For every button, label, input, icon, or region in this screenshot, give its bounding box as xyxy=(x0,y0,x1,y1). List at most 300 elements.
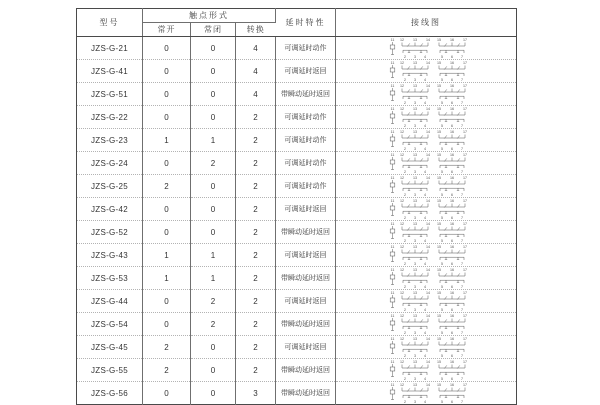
contact-group-a-bottom xyxy=(403,257,427,266)
svg-text:6: 6 xyxy=(451,101,454,105)
contact-group-b-bottom xyxy=(440,349,464,358)
wiring-diagram-cell xyxy=(336,175,517,198)
contact-group-a xyxy=(400,291,430,300)
svg-text:7: 7 xyxy=(461,331,464,335)
column-header-contact-form: 触点形式 xyxy=(143,9,276,23)
svg-text:2: 2 xyxy=(404,262,407,266)
wiring-diagram xyxy=(388,290,473,312)
svg-text:2: 2 xyxy=(404,124,407,128)
table-row xyxy=(77,359,517,382)
contact-group-a xyxy=(400,245,430,254)
contact-group-b-bottom xyxy=(440,165,464,174)
svg-text:3: 3 xyxy=(414,377,417,381)
coil-symbol xyxy=(390,222,395,239)
svg-text:14: 14 xyxy=(426,268,431,272)
svg-text:13: 13 xyxy=(413,199,418,203)
model-cell: JZS-G-45 xyxy=(77,336,143,359)
svg-text:6: 6 xyxy=(451,354,454,358)
wiring-diagram-cell xyxy=(336,152,517,175)
wiring-diagram xyxy=(388,60,473,82)
svg-text:15: 15 xyxy=(437,130,442,134)
delay-characteristic-cell: 带瞬动延时返回 xyxy=(276,313,336,336)
table-header xyxy=(77,9,517,37)
svg-text:7: 7 xyxy=(461,193,464,197)
contact-group-a xyxy=(400,222,430,231)
contact-group-b xyxy=(437,84,467,93)
svg-text:14: 14 xyxy=(426,314,431,318)
model-cell: JZS-G-21 xyxy=(77,37,143,60)
svg-text:3: 3 xyxy=(414,193,417,197)
svg-text:14: 14 xyxy=(426,107,431,111)
contact-group-a-bottom xyxy=(403,188,427,197)
delay-characteristic-cell: 可调延时动作 xyxy=(276,152,336,175)
contact-group-b-bottom xyxy=(440,257,464,266)
contact-group-a xyxy=(400,107,430,116)
svg-text:3: 3 xyxy=(414,331,417,335)
svg-text:16: 16 xyxy=(450,314,455,318)
contact-group-a-bottom xyxy=(403,73,427,82)
svg-text:11: 11 xyxy=(390,245,395,249)
wiring-diagram-cell xyxy=(336,382,517,405)
svg-text:12: 12 xyxy=(400,337,405,341)
column-header-normally-open: 常开 xyxy=(143,23,191,37)
normally-closed-cell: 0 xyxy=(191,37,236,60)
changeover-cell: 2 xyxy=(236,267,276,290)
contact-group-a xyxy=(400,337,430,346)
svg-text:5: 5 xyxy=(441,170,444,174)
contact-group-a xyxy=(400,84,430,93)
coil-symbol xyxy=(390,360,395,377)
normally-open-cell: 0 xyxy=(143,221,191,244)
contact-group-b xyxy=(437,314,467,323)
svg-text:3: 3 xyxy=(414,308,417,312)
contact-group-a xyxy=(400,268,430,277)
svg-text:12: 12 xyxy=(400,245,405,249)
svg-text:4: 4 xyxy=(424,239,427,243)
svg-text:15: 15 xyxy=(437,245,442,249)
coil-symbol xyxy=(390,176,395,193)
svg-text:6: 6 xyxy=(451,147,454,151)
wiring-diagram-cell xyxy=(336,359,517,382)
svg-text:5: 5 xyxy=(441,377,444,381)
column-header-delay-characteristic: 延时特性 xyxy=(276,9,336,37)
svg-text:3: 3 xyxy=(414,262,417,266)
svg-text:12: 12 xyxy=(400,176,405,180)
svg-text:3: 3 xyxy=(414,124,417,128)
svg-text:7: 7 xyxy=(461,55,464,59)
svg-text:13: 13 xyxy=(413,245,418,249)
wiring-diagram-cell xyxy=(336,336,517,359)
svg-text:15: 15 xyxy=(437,383,442,387)
svg-text:2: 2 xyxy=(404,331,407,335)
svg-text:17: 17 xyxy=(463,268,468,272)
svg-text:15: 15 xyxy=(437,38,442,42)
normally-open-cell: 0 xyxy=(143,152,191,175)
svg-text:3: 3 xyxy=(414,354,417,358)
svg-text:7: 7 xyxy=(461,354,464,358)
svg-text:16: 16 xyxy=(450,199,455,203)
contact-group-a xyxy=(400,360,430,369)
svg-text:11: 11 xyxy=(390,268,395,272)
svg-text:13: 13 xyxy=(413,337,418,341)
svg-text:11: 11 xyxy=(390,383,395,387)
svg-text:5: 5 xyxy=(441,239,444,243)
contact-group-b-bottom xyxy=(440,234,464,243)
column-header-wiring-diagram: 接线图 xyxy=(336,9,517,37)
svg-text:17: 17 xyxy=(463,222,468,226)
svg-text:11: 11 xyxy=(390,360,395,364)
svg-text:4: 4 xyxy=(424,331,427,335)
svg-text:12: 12 xyxy=(400,360,405,364)
normally-closed-cell: 1 xyxy=(191,267,236,290)
svg-text:4: 4 xyxy=(424,262,427,266)
svg-text:5: 5 xyxy=(441,101,444,105)
svg-text:13: 13 xyxy=(413,61,418,65)
contact-group-b xyxy=(437,245,467,254)
svg-text:14: 14 xyxy=(426,61,431,65)
coil-symbol xyxy=(390,153,395,170)
svg-text:5: 5 xyxy=(441,216,444,220)
wiring-diagram xyxy=(388,267,473,289)
svg-text:4: 4 xyxy=(424,78,427,82)
svg-text:14: 14 xyxy=(426,222,431,226)
column-header-normally-closed: 常闭 xyxy=(191,23,236,37)
svg-text:15: 15 xyxy=(437,176,442,180)
svg-text:17: 17 xyxy=(463,38,468,42)
delay-characteristic-cell: 带瞬动延时返回 xyxy=(276,83,336,106)
svg-text:5: 5 xyxy=(441,308,444,312)
svg-text:13: 13 xyxy=(413,176,418,180)
normally-open-cell: 2 xyxy=(143,175,191,198)
svg-text:17: 17 xyxy=(463,337,468,341)
svg-text:16: 16 xyxy=(450,84,455,88)
delay-characteristic-cell: 可调延时动作 xyxy=(276,106,336,129)
svg-text:3: 3 xyxy=(414,400,417,404)
svg-text:2: 2 xyxy=(404,354,407,358)
svg-text:11: 11 xyxy=(390,38,395,42)
contact-group-a-bottom xyxy=(403,372,427,381)
delay-characteristic-cell: 可调延时动作 xyxy=(276,175,336,198)
svg-text:13: 13 xyxy=(413,84,418,88)
svg-text:6: 6 xyxy=(451,308,454,312)
svg-text:13: 13 xyxy=(413,360,418,364)
svg-text:4: 4 xyxy=(424,147,427,151)
svg-text:12: 12 xyxy=(400,268,405,272)
svg-text:17: 17 xyxy=(463,360,468,364)
model-cell: JZS-G-56 xyxy=(77,382,143,405)
svg-text:6: 6 xyxy=(451,216,454,220)
changeover-cell: 4 xyxy=(236,83,276,106)
normally-closed-cell: 1 xyxy=(191,129,236,152)
svg-text:4: 4 xyxy=(424,216,427,220)
table-row xyxy=(77,290,517,313)
contact-group-b xyxy=(437,153,467,162)
svg-text:12: 12 xyxy=(400,153,405,157)
table-row xyxy=(77,106,517,129)
normally-open-cell: 2 xyxy=(143,359,191,382)
coil-symbol xyxy=(390,245,395,262)
wiring-diagram-cell xyxy=(336,221,517,244)
svg-text:7: 7 xyxy=(461,124,464,128)
contact-group-b xyxy=(437,337,467,346)
svg-text:7: 7 xyxy=(461,170,464,174)
normally-open-cell: 1 xyxy=(143,244,191,267)
coil-symbol xyxy=(390,61,395,78)
svg-text:11: 11 xyxy=(390,130,395,134)
svg-text:15: 15 xyxy=(437,61,442,65)
svg-text:16: 16 xyxy=(450,383,455,387)
svg-text:5: 5 xyxy=(441,262,444,266)
svg-text:11: 11 xyxy=(390,222,395,226)
table-row xyxy=(77,313,517,336)
column-header-changeover: 转换 xyxy=(236,23,276,37)
svg-text:6: 6 xyxy=(451,239,454,243)
delay-characteristic-cell: 可调延时动作 xyxy=(276,129,336,152)
svg-text:4: 4 xyxy=(424,193,427,197)
table-row xyxy=(77,244,517,267)
changeover-cell: 4 xyxy=(236,37,276,60)
svg-text:13: 13 xyxy=(413,383,418,387)
contact-group-a-bottom xyxy=(403,165,427,174)
svg-text:4: 4 xyxy=(424,354,427,358)
relay-spec-table xyxy=(76,8,517,405)
svg-text:15: 15 xyxy=(437,107,442,111)
svg-text:16: 16 xyxy=(450,153,455,157)
contact-group-b xyxy=(437,291,467,300)
contact-group-b-bottom xyxy=(440,326,464,335)
model-cell: JZS-G-54 xyxy=(77,313,143,336)
svg-text:7: 7 xyxy=(461,216,464,220)
changeover-cell: 2 xyxy=(236,198,276,221)
svg-text:16: 16 xyxy=(450,38,455,42)
normally-closed-cell: 0 xyxy=(191,221,236,244)
normally-open-cell: 0 xyxy=(143,198,191,221)
svg-text:5: 5 xyxy=(441,354,444,358)
model-cell: JZS-G-23 xyxy=(77,129,143,152)
wiring-diagram xyxy=(388,198,473,220)
normally-open-cell: 0 xyxy=(143,313,191,336)
table-row xyxy=(77,336,517,359)
coil-symbol xyxy=(390,383,395,400)
svg-text:6: 6 xyxy=(451,377,454,381)
svg-text:6: 6 xyxy=(451,78,454,82)
model-cell: JZS-G-52 xyxy=(77,221,143,244)
normally-open-cell: 0 xyxy=(143,106,191,129)
model-cell: JZS-G-25 xyxy=(77,175,143,198)
svg-text:15: 15 xyxy=(437,314,442,318)
svg-text:7: 7 xyxy=(461,147,464,151)
svg-text:5: 5 xyxy=(441,400,444,404)
contact-group-b xyxy=(437,199,467,208)
svg-text:5: 5 xyxy=(441,331,444,335)
svg-text:4: 4 xyxy=(424,55,427,59)
table-row xyxy=(77,60,517,83)
delay-characteristic-cell: 带瞬动延时返回 xyxy=(276,359,336,382)
contact-group-b-bottom xyxy=(440,372,464,381)
svg-text:13: 13 xyxy=(413,314,418,318)
contact-group-a xyxy=(400,314,430,323)
svg-text:11: 11 xyxy=(390,291,395,295)
svg-text:17: 17 xyxy=(463,245,468,249)
svg-text:17: 17 xyxy=(463,199,468,203)
svg-text:16: 16 xyxy=(450,337,455,341)
contact-group-a xyxy=(400,130,430,139)
normally-open-cell: 1 xyxy=(143,267,191,290)
svg-text:5: 5 xyxy=(441,193,444,197)
svg-text:16: 16 xyxy=(450,61,455,65)
wiring-diagram xyxy=(388,152,473,174)
svg-text:15: 15 xyxy=(437,268,442,272)
svg-text:2: 2 xyxy=(404,147,407,151)
svg-text:3: 3 xyxy=(414,170,417,174)
normally-closed-cell: 0 xyxy=(191,198,236,221)
delay-characteristic-cell: 带瞬动延时返回 xyxy=(276,382,336,405)
contact-group-b xyxy=(437,360,467,369)
svg-text:6: 6 xyxy=(451,285,454,289)
model-cell: JZS-G-43 xyxy=(77,244,143,267)
wiring-diagram xyxy=(388,83,473,105)
svg-text:15: 15 xyxy=(437,337,442,341)
svg-text:6: 6 xyxy=(451,331,454,335)
delay-characteristic-cell: 带瞬动延时返回 xyxy=(276,221,336,244)
wiring-diagram-cell xyxy=(336,198,517,221)
changeover-cell: 2 xyxy=(236,290,276,313)
wiring-diagram xyxy=(388,313,473,335)
delay-characteristic-cell: 带瞬动延时返回 xyxy=(276,267,336,290)
wiring-diagram-cell xyxy=(336,267,517,290)
coil-symbol xyxy=(390,337,395,354)
contact-group-b-bottom xyxy=(440,303,464,312)
normally-closed-cell: 0 xyxy=(191,83,236,106)
changeover-cell: 2 xyxy=(236,359,276,382)
relay-spec-table-wrap xyxy=(76,8,516,405)
normally-closed-cell: 0 xyxy=(191,382,236,405)
svg-text:5: 5 xyxy=(441,55,444,59)
svg-text:4: 4 xyxy=(424,124,427,128)
table-row xyxy=(77,83,517,106)
svg-text:2: 2 xyxy=(404,216,407,220)
delay-characteristic-cell: 可调延时返回 xyxy=(276,244,336,267)
svg-text:12: 12 xyxy=(400,38,405,42)
contact-group-a-bottom xyxy=(403,119,427,128)
contact-group-a xyxy=(400,199,430,208)
coil-symbol xyxy=(390,107,395,124)
wiring-diagram xyxy=(388,106,473,128)
table-row xyxy=(77,37,517,60)
normally-open-cell: 1 xyxy=(143,129,191,152)
svg-text:7: 7 xyxy=(461,308,464,312)
contact-group-b-bottom xyxy=(440,142,464,151)
coil-symbol xyxy=(390,199,395,216)
svg-text:4: 4 xyxy=(424,400,427,404)
changeover-cell: 2 xyxy=(236,221,276,244)
svg-text:7: 7 xyxy=(461,101,464,105)
svg-text:5: 5 xyxy=(441,124,444,128)
model-cell: JZS-G-41 xyxy=(77,60,143,83)
table-row xyxy=(77,198,517,221)
table-body xyxy=(77,37,517,405)
normally-open-cell: 0 xyxy=(143,290,191,313)
normally-open-cell: 0 xyxy=(143,382,191,405)
delay-characteristic-cell: 可调延时返回 xyxy=(276,290,336,313)
normally-closed-cell: 0 xyxy=(191,106,236,129)
svg-text:11: 11 xyxy=(390,314,395,318)
changeover-cell: 2 xyxy=(236,106,276,129)
svg-text:13: 13 xyxy=(413,130,418,134)
wiring-diagram xyxy=(388,382,473,404)
contact-group-b xyxy=(437,176,467,185)
wiring-diagram xyxy=(388,244,473,266)
normally-closed-cell: 1 xyxy=(191,244,236,267)
model-cell: JZS-G-55 xyxy=(77,359,143,382)
svg-text:2: 2 xyxy=(404,377,407,381)
svg-text:14: 14 xyxy=(426,84,431,88)
svg-text:14: 14 xyxy=(426,383,431,387)
changeover-cell: 3 xyxy=(236,382,276,405)
svg-text:17: 17 xyxy=(463,291,468,295)
contact-group-b-bottom xyxy=(440,73,464,82)
svg-text:12: 12 xyxy=(400,130,405,134)
contact-group-b-bottom xyxy=(440,96,464,105)
wiring-diagram-cell xyxy=(336,37,517,60)
wiring-diagram xyxy=(388,37,473,59)
contact-group-a-bottom xyxy=(403,303,427,312)
svg-text:5: 5 xyxy=(441,285,444,289)
contact-group-b-bottom xyxy=(440,50,464,59)
changeover-cell: 2 xyxy=(236,175,276,198)
svg-text:6: 6 xyxy=(451,124,454,128)
model-cell: JZS-G-42 xyxy=(77,198,143,221)
svg-text:7: 7 xyxy=(461,239,464,243)
contact-group-a-bottom xyxy=(403,142,427,151)
wiring-diagram xyxy=(388,129,473,151)
wiring-diagram-cell xyxy=(336,313,517,336)
svg-text:2: 2 xyxy=(404,285,407,289)
contact-group-b xyxy=(437,38,467,47)
contact-group-b xyxy=(437,107,467,116)
svg-text:13: 13 xyxy=(413,222,418,226)
wiring-diagram-cell xyxy=(336,129,517,152)
normally-closed-cell: 0 xyxy=(191,60,236,83)
svg-text:16: 16 xyxy=(450,222,455,226)
svg-text:16: 16 xyxy=(450,176,455,180)
svg-text:3: 3 xyxy=(414,239,417,243)
svg-text:16: 16 xyxy=(450,360,455,364)
svg-text:2: 2 xyxy=(404,239,407,243)
model-cell: JZS-G-53 xyxy=(77,267,143,290)
svg-text:15: 15 xyxy=(437,84,442,88)
svg-text:6: 6 xyxy=(451,193,454,197)
svg-text:14: 14 xyxy=(426,38,431,42)
coil-symbol xyxy=(390,314,395,331)
table-row xyxy=(77,175,517,198)
contact-group-b-bottom xyxy=(440,119,464,128)
normally-closed-cell: 0 xyxy=(191,175,236,198)
svg-text:7: 7 xyxy=(461,400,464,404)
svg-text:12: 12 xyxy=(400,383,405,387)
model-cell: JZS-G-44 xyxy=(77,290,143,313)
normally-open-cell: 2 xyxy=(143,336,191,359)
svg-text:14: 14 xyxy=(426,245,431,249)
svg-text:14: 14 xyxy=(426,337,431,341)
svg-text:14: 14 xyxy=(426,176,431,180)
column-header-model: 型号 xyxy=(77,9,143,37)
svg-text:14: 14 xyxy=(426,291,431,295)
svg-text:7: 7 xyxy=(461,262,464,266)
coil-symbol xyxy=(390,268,395,285)
svg-text:13: 13 xyxy=(413,107,418,111)
svg-text:3: 3 xyxy=(414,78,417,82)
